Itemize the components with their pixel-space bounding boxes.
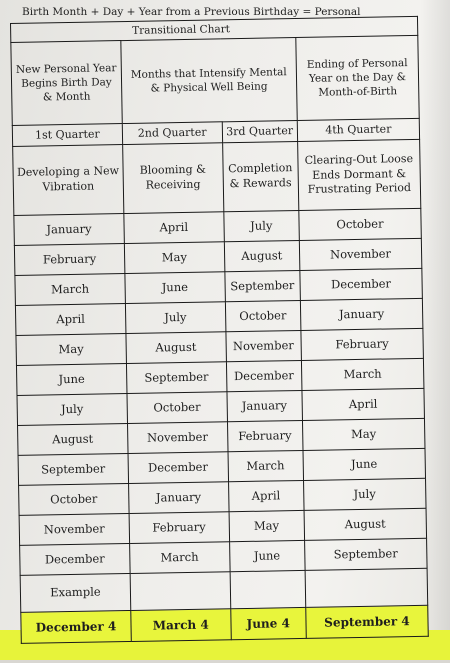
table-cell: September <box>224 270 300 301</box>
table-cell: November <box>19 513 129 545</box>
table-cell: January <box>128 482 228 514</box>
quarter-2-description: Blooming & Receiving <box>123 143 224 214</box>
table-cell: January <box>300 298 423 330</box>
table-cell: May <box>302 418 425 450</box>
example-date-cell: March 4 <box>131 609 231 642</box>
example-highlight-row <box>21 605 428 643</box>
example-date-cell: June 4 <box>230 607 306 639</box>
quarter-1-description: Developing a New Vibration <box>13 145 124 216</box>
table-cell: July <box>223 210 299 241</box>
example-blank-cell <box>305 568 428 607</box>
quarter-2: 2nd Quarter <box>122 122 222 145</box>
table-cell: November <box>299 238 422 270</box>
table-cell: April <box>302 388 425 420</box>
description-new-year: New Personal Year Begins Birth Day & Month <box>11 41 122 126</box>
table-cell: August <box>304 508 427 540</box>
table-cell: February <box>227 420 303 451</box>
table-cell: December <box>20 543 130 575</box>
table-cell: June <box>125 272 225 304</box>
table-cell: March <box>301 358 424 390</box>
table-cell: September <box>18 454 128 486</box>
example-date-cell: September 4 <box>306 605 429 638</box>
table-cell: November <box>226 330 302 361</box>
table-cell: March <box>228 450 304 481</box>
table-cell: October <box>127 392 227 424</box>
table-cell: February <box>129 512 229 544</box>
table-cell: June <box>229 540 305 571</box>
table-cell: February <box>301 328 424 360</box>
quarter-3-description: Completion & Rewards <box>222 142 298 212</box>
table-cell: August <box>126 332 226 364</box>
table-cell: July <box>17 394 127 426</box>
table-cell: December <box>128 452 228 484</box>
table-cell: June <box>16 364 126 396</box>
table-cell: March <box>129 542 229 574</box>
example-blank-cell <box>230 570 306 608</box>
description-intensify: Months that Intensify Mental & Physical Well Being <box>121 38 297 124</box>
table-cell: March <box>15 274 125 306</box>
table-cell: December <box>226 360 302 391</box>
table-cell: June <box>303 448 426 480</box>
table-cell: December <box>300 268 423 300</box>
table-cell: July <box>303 478 426 510</box>
table-cell: July <box>125 302 225 334</box>
table-cell: January <box>14 214 124 246</box>
table-cell: September <box>126 362 226 394</box>
example-label: Example <box>20 573 131 612</box>
table-cell: October <box>225 300 301 331</box>
quarter-4: 4th Quarter <box>297 118 419 141</box>
table-cell: May <box>229 510 305 541</box>
table-cell: May <box>124 242 224 274</box>
table-title-text: Transitional Chart <box>132 23 231 37</box>
table-cell: August <box>18 424 128 456</box>
table-cell: August <box>224 240 300 271</box>
example-date-cell: December 4 <box>21 610 131 643</box>
example-blank-cell <box>130 572 230 611</box>
quarter-description-row <box>13 139 421 215</box>
quarter-3: 3rd Quarter <box>222 121 298 143</box>
table-cell: May <box>16 334 126 366</box>
table-cell: November <box>127 422 227 454</box>
description-row <box>11 35 419 125</box>
table-cell: April <box>228 480 304 511</box>
table-cell: September <box>304 538 427 570</box>
table-cell: October <box>299 208 422 240</box>
table-cell: January <box>227 390 303 421</box>
transitional-chart <box>10 16 429 663</box>
table-cell: April <box>15 304 125 336</box>
chart-table <box>10 16 429 644</box>
description-ending: Ending of Personal Year on the Day & Month-of-Birth <box>296 35 420 120</box>
quarter-4-description: Clearing-Out Loose Ends Dormant & Frustrating Period <box>297 139 420 210</box>
table-cell: February <box>14 244 124 276</box>
quarter-1: 1st Quarter <box>12 124 122 147</box>
header-text: Birth Month + Day + Year from a Previous Birthday = Personal <box>22 6 361 18</box>
table-cell: October <box>19 484 129 516</box>
table-cell: April <box>124 212 224 244</box>
